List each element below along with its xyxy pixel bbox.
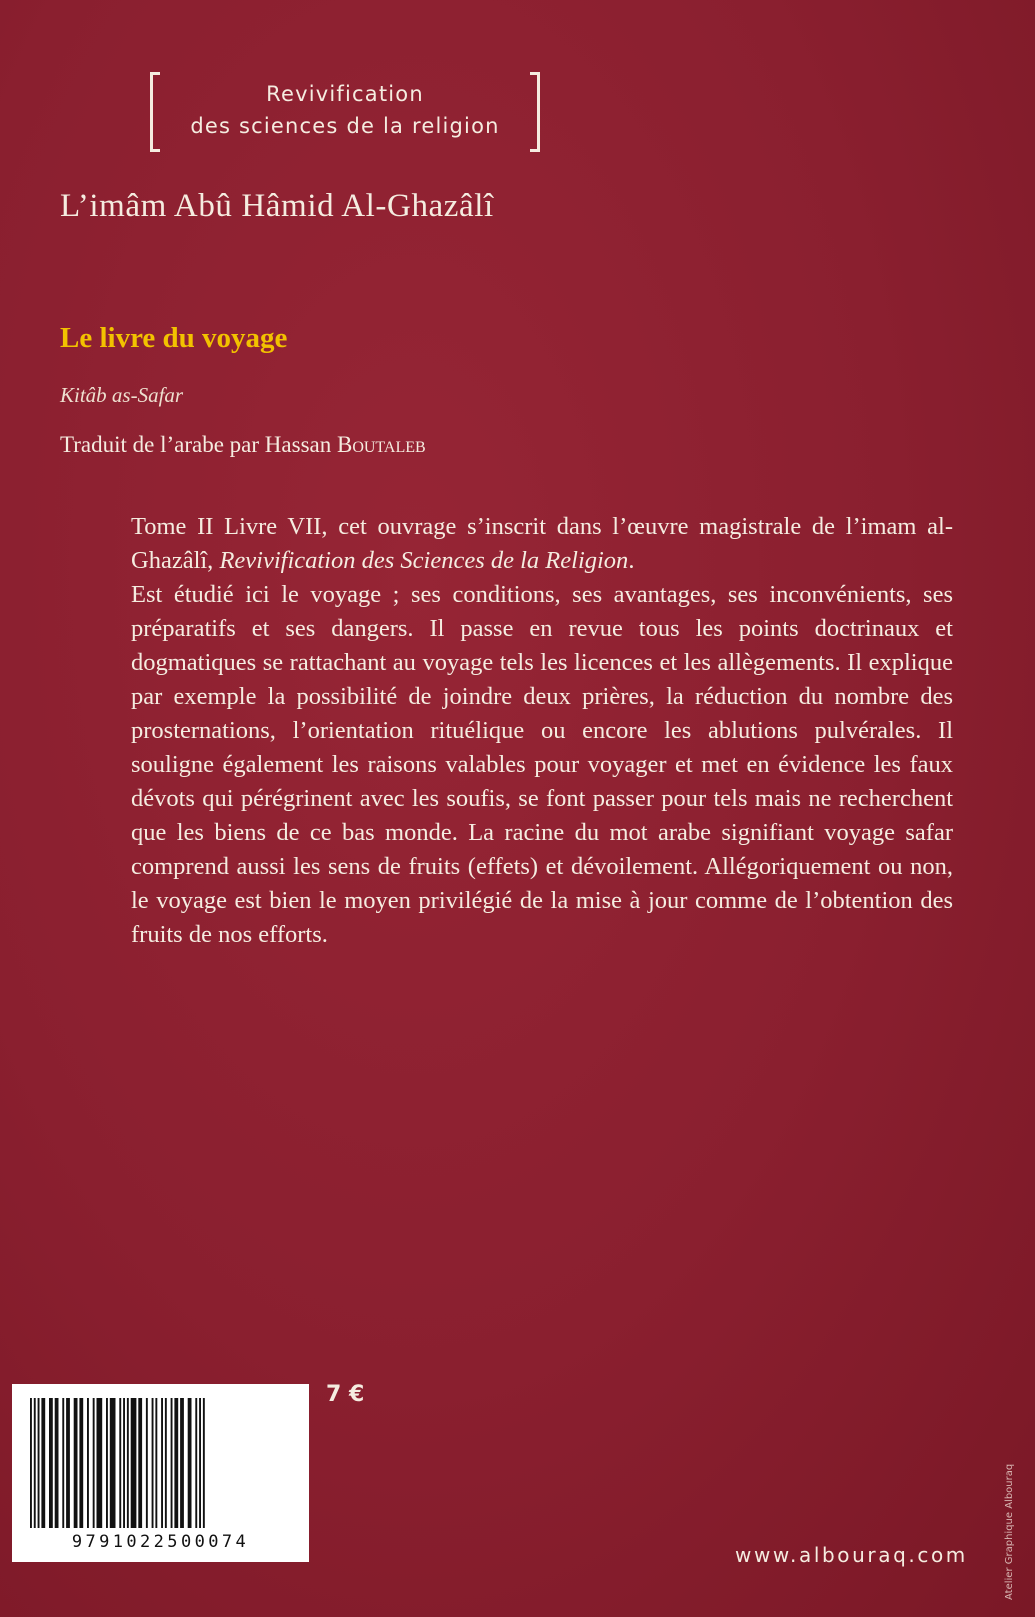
barcode-bar [38,1398,40,1528]
blurb-p1-start: Tome II Livre VII, cet ouvrage s’inscrit dans l’œuvre magistrale de l’imam al-Ghazâlî, [131,513,953,574]
series-title-line-2: des sciences de la religion [190,114,500,138]
barcode-bar [188,1398,192,1528]
translator-credit [60,432,426,458]
barcode-bar [171,1398,173,1528]
book-subtitle: Kitâb as-Safar [60,383,184,407]
barcode-bar [49,1398,53,1528]
blurb-p1-end: . [628,547,635,574]
barcode-bar [55,1398,59,1528]
publisher-website: www.albouraq.com [735,1543,968,1567]
barcode-bar [174,1398,178,1528]
barcode-bar [97,1398,103,1528]
barcode-bar [30,1398,32,1528]
barcode-bar [41,1398,45,1528]
blurb-text [131,510,953,952]
barcode-bar [123,1398,125,1528]
translator-surname: Boutaleb [336,432,426,457]
blurb-paragraph-1 [131,510,953,578]
barcode-bar [34,1398,36,1528]
right-bracket [530,72,540,152]
barcode-bar [155,1398,157,1528]
barcode-bar [119,1398,121,1528]
design-credit: Atelier Graphique Albouraq [1004,1463,1015,1600]
barcode [12,1384,309,1562]
barcode-bar [161,1398,163,1528]
barcode-bar [74,1398,78,1528]
blurb-paragraph-2: Est étudié ici le voyage ; ses conditions, ses avantages, ses inconvénients, ses préparatifs et ses dangers. Il passe en revue tous les points doctrinaux et dogmatiques se rattachant au voyage tels les licences et les allègements. Il explique par exemple la possibilité de joindre deux prières, la réduction du nombre des prosternations, l’orientation rituélique ou encore les ablutions pulvérales. Il souligne également les raisons valables pour voyager et met en évidence les faux dévots qui pérégrinent avec les soufis, se font passer pour tels mais ne recherchent que les biens de ce bas monde. La racine du mot arabe signifiant voyage safar comprend aussi les sens de fruits (effets) et dévoilement. Allégoriquement ou non, le voyage est bien le moyen privilégié de la mise à jour comme de l’obtention des fruits de nos efforts. [131,581,953,948]
series-title-line-1: Revivification [266,82,424,106]
series-block [150,72,540,154]
barcode-bar [152,1398,154,1528]
price: 7 € [326,1382,365,1407]
barcode-bar [110,1398,116,1528]
barcode-bar [127,1398,129,1528]
barcode-bar [146,1398,148,1528]
author-name: L’imâm Abû Hâmid Al-Ghazâlî [60,188,494,224]
barcode-bar [87,1398,89,1528]
book-title: Le livre du voyage [60,322,288,354]
barcode-bars [28,1398,298,1528]
barcode-bar [66,1398,70,1528]
barcode-bar [79,1398,83,1528]
translator-prefix: Traduit de l’arabe par Hassan [60,432,332,457]
barcode-bar [62,1398,64,1528]
barcode-number: 9791022500074 [71,1532,250,1552]
barcode-bar [203,1398,205,1528]
barcode-bar [106,1398,108,1528]
barcode-bar [131,1398,137,1528]
barcode-bar [195,1398,197,1528]
barcode-bar [93,1398,95,1528]
blurb-p1-italic: Revivification des Sciences de la Religion [219,547,629,574]
barcode-bar [180,1398,184,1528]
barcode-bar [165,1398,167,1528]
barcode-bar [199,1398,201,1528]
barcode-bar [138,1398,142,1528]
